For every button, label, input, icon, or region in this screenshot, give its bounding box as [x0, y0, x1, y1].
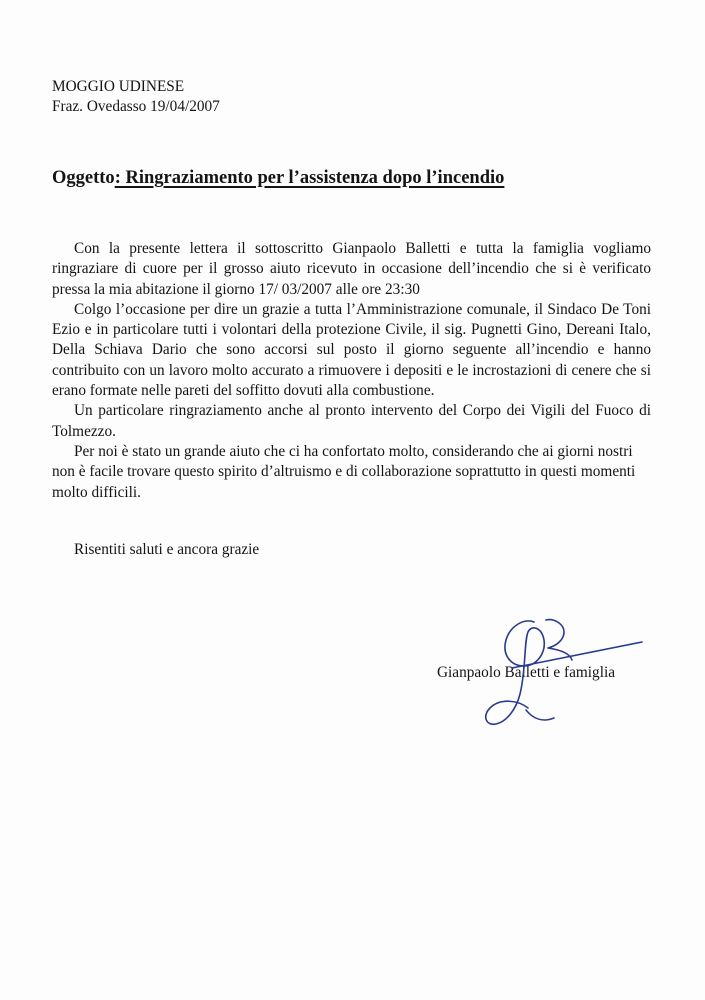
body-paragraph: Un particolare ringraziamento anche al pronto intervento del Corpo dei Vigili del Fuoco di Tolmezzo.: [52, 402, 651, 440]
closing-line: Risentiti saluti e ancora grazie: [74, 541, 260, 558]
subject-text: : Ringraziamento per l’assistenza dopo l’incendio: [114, 168, 505, 188]
signature-stroke-cross: [512, 642, 642, 668]
place-line: MOGGIO UDINESE: [52, 78, 185, 95]
body-paragraph: Colgo l’occasione per dire un grazie a tutta l’Amministrazione comunale, il Sindaco De Toni Ezio e in particolare tutti i volontari della protezione Civile, il sig. Pugnetti Gino, Dereani Italo, Della Schiava Dario che sono accorsi sul posto il giorno seguente all’incendio e hanno contribuito con un lavoro molto accurato a rimuovere i depositi e le incrostazioni di cenere che si erano formate nelle pareti del soffitto dovuti alla combustione.: [52, 300, 651, 400]
subject-line: [52, 168, 504, 189]
handwritten-signature: [472, 610, 652, 735]
signature-stroke-b: [546, 620, 572, 660]
signature-stroke-loop: [486, 621, 545, 724]
signer-name: Gianpaolo Balletti e famiglia: [437, 664, 615, 681]
body-paragraph: Con la presente lettera il sottoscritto Gianpaolo Balletti e tutta la famiglia vogliamo ringraziare di cuore per il grosso aiuto ricevuto in occasione dell’incendio che si è verificato pressa la mia abitazione il giorno 17/ 03/2007 alle ore 23:30: [52, 240, 651, 298]
subject-label: Oggetto: [52, 168, 115, 188]
letter-body: [52, 239, 651, 503]
date-line: Fraz. Ovedasso 19/04/2007: [52, 98, 220, 115]
signature-stroke-tail: [526, 710, 554, 720]
body-paragraph: Per noi è stato un grande aiuto che ci ha confortato molto, considerando che ai giorni nostri non è facile trovare questo spirito d’altruismo e di collaborazione soprattutto in questi momenti molto difficili.: [52, 442, 636, 501]
letter-header: [52, 77, 220, 117]
